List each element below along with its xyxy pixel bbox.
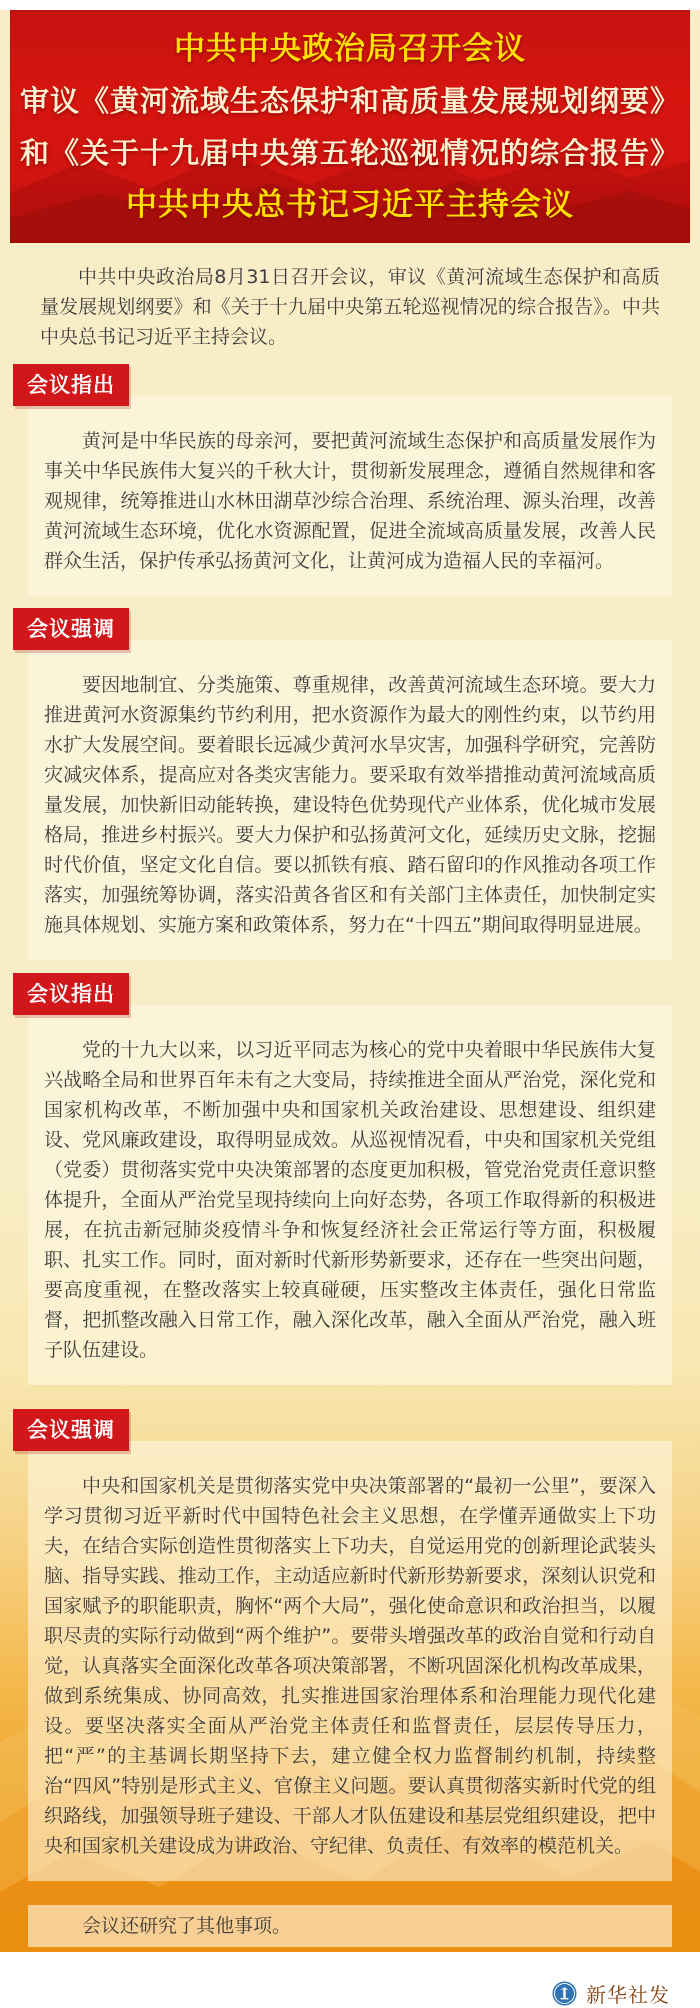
title-line-4: 中共中央总书记习近平主持会议 bbox=[126, 187, 574, 223]
section-text-box bbox=[28, 1005, 672, 1385]
infographic-page bbox=[0, 10, 700, 2007]
header-titles bbox=[10, 10, 690, 231]
section-1 bbox=[0, 352, 700, 596]
section-paragraph: 中央和国家机关是贯彻落实党中央决策部署的“最初一公里”，要深入学习贯彻习近平新时代中国特色社会主义思想，在学懂弄通做实上下功夫，在结合实际创造性贯彻落实上下功夫，自觉运用党的创新理论武装头脑、指导实践、推动工作，主动适应新时代新形势新要求，深刻认识党和国家赋予的职能职责，胸怀“两个大局”，强化使命意识和政治担当，以履职尽责的实际行动做到“两个维护”。要带头增强改革的政治自觉和行动自觉，认真落实全面深化改革各项决策部署，不断巩固深化机构改革成果，做到系统集成、协同高效，扎实推进国家治理体系和治理能力现代化建设。要坚决落实全面从严治党主体责任和监督责任，层层传导压力，把“严”的主基调长期坚持下去，建立健全权力监督制约机制，持续整治“四风”特别是形式主义、官僚主义问题。要认真贯彻落实新时代党的组织路线，加强领导班子建设、干部人才队伍建设和基层党组织建设，把中央和国家机关建设成为讲政治、守纪律、负责任、有效率的模范机关。 bbox=[44, 1475, 656, 1857]
section-4 bbox=[0, 1385, 700, 1881]
closing-note: 会议还研究了其他事项。 bbox=[82, 1915, 292, 1937]
header-banner bbox=[10, 10, 690, 243]
section-badge: 会议强调 bbox=[13, 1409, 129, 1451]
page-content bbox=[0, 10, 700, 2008]
closing-note-box bbox=[28, 1905, 672, 1947]
section-3 bbox=[0, 960, 700, 1385]
section-badge: 会议指出 bbox=[13, 364, 129, 406]
footer bbox=[0, 1979, 670, 2008]
section-badge: 会议指出 bbox=[13, 973, 129, 1015]
xinhua-logo-icon bbox=[552, 1981, 577, 2006]
section-2 bbox=[0, 596, 700, 960]
section-paragraph: 要因地制宜、分类施策、尊重规律，改善黄河流域生态环境。要大力推进黄河水资源集约节约利用，把水资源作为最大的刚性约束，以节约用水扩大发展空间。要着眼长远减少黄河水旱灾害，加强科学研究，完善防灾减灾体系，提高应对各类灾害能力。要采取有效举措推动黄河流域高质量发展，加快新旧动能转换，建设特色优势现代产业体系，优化城市发展格局，推进乡村振兴。要大力保护和弘扬黄河文化，延续历史文脉，挖掘时代价值，坚定文化自信。要以抓铁有痕、踏石留印的作风推动各项工作落实，加强统筹协调，落实沿黄各省区和有关部门主体责任，加快制定实施具体规划、实施方案和政策体系，努力在“十四五”期间取得明显进展。 bbox=[44, 674, 656, 936]
section-text-box bbox=[28, 640, 672, 960]
section-paragraph: 黄河是中华民族的母亲河，要把黄河流域生态保护和高质量发展作为事关中华民族伟大复兴的千秋大计，贯彻新发展理念，遵循自然规律和客观规律，统筹推进山水林田湖草沙综合治理、系统治理、源头治理，改善黄河流域生态环境，优化水资源配置，促进全流域高质量发展，改善人民群众生活，保护传承弘扬黄河文化，让黄河成为造福人民的幸福河。 bbox=[44, 430, 656, 572]
section-text-box bbox=[28, 1441, 672, 1881]
section-paragraph: 党的十九大以来，以习近平同志为核心的党中央着眼中华民族伟大复兴战略全局和世界百年未有之大变局，持续推进全面从严治党，深化党和国家机构改革，不断加强中央和国家机关政治建设、思想建设、组织建设、党风廉政建设，取得明显成效。从巡视情况看，中央和国家机关党组（党委）贯彻落实党中央决策部署的态度更加积极，管党治党责任意识整体提升，全面从严治党呈现持续向上向好态势，各项工作取得新的积极进展，在抗击新冠肺炎疫情斗争和恢复经济社会正常运行等方面，积极履职、扎实工作。同时，面对新时代新形势新要求，还存在一些突出问题，要高度重视，在整改落实上较真碰硬，压实整改主体责任，强化日常监督，把抓整改融入日常工作，融入深化改革，融入全面从严治党，融入班子队伍建设。 bbox=[44, 1039, 656, 1361]
credit-text: 新华社发 bbox=[586, 1983, 670, 2007]
title-line-1: 中共中央政治局召开会议 bbox=[174, 31, 526, 67]
title-line-2: 审议《黄河流域生态保护和高质量发展规划纲要》 bbox=[19, 84, 680, 118]
section-text-box bbox=[28, 396, 672, 596]
title-line-3: 和《关于十九届中央第五轮巡视情况的综合报告》 bbox=[19, 136, 680, 170]
intro-paragraph: 中共中央政治局8月31日召开会议，审议《黄河流域生态保护和高质量发展规划纲要》和《关于十九届中央第五轮巡视情况的综合报告》。中共中央总书记习近平主持会议。 bbox=[40, 266, 660, 348]
section-badge: 会议强调 bbox=[13, 608, 129, 650]
